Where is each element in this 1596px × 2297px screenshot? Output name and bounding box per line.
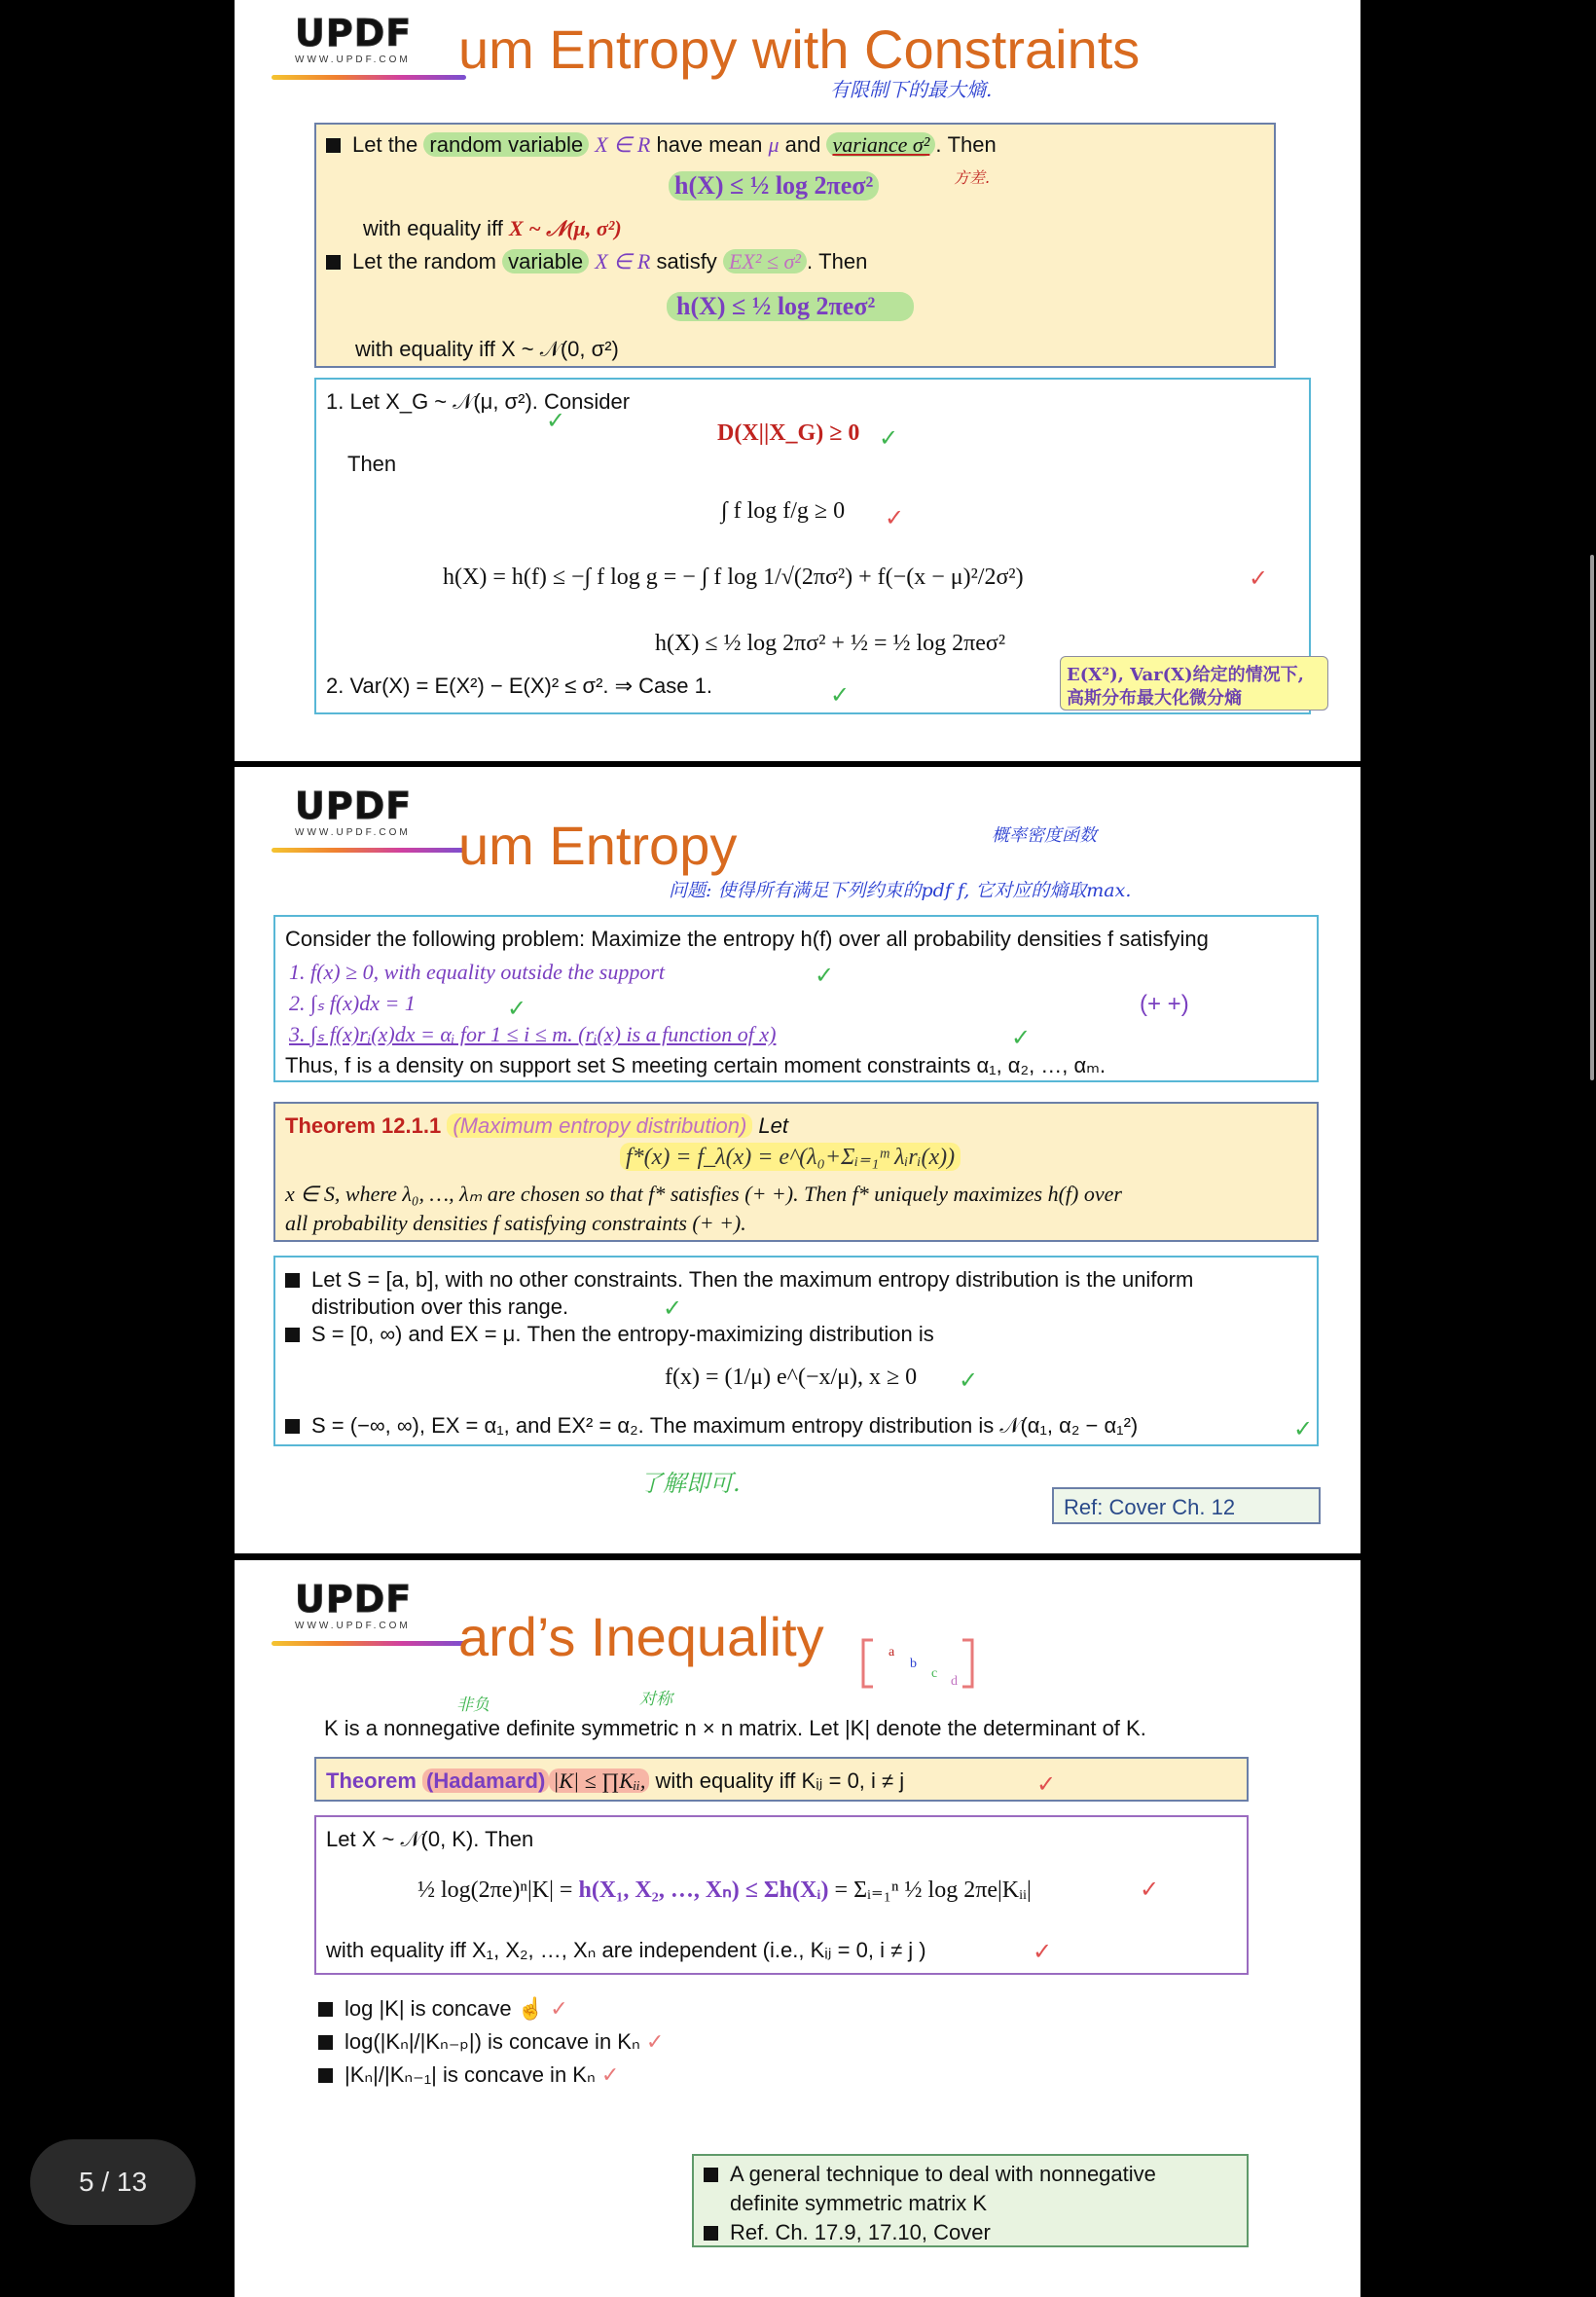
examples-box	[273, 1256, 1319, 1446]
equation-1: h(X) ≤ ½ log 2πeσ²	[669, 171, 879, 201]
matrix-sketch	[859, 1634, 976, 1693]
check-mark: ✓	[663, 1295, 683, 1322]
proof-condition: with equality iff X₁, X₂, …, Xₙ are independent (i.e., Kᵢⱼ = 0, i ≠ j )	[326, 1938, 926, 1962]
entropy-derivation: h(X) = h(f) ≤ −∫ f log g = − ∫ f log 1/√(2πσ²) + f(−(x − μ)²/2σ²)	[443, 565, 1024, 590]
theorem-body: x ∈ S, where λ₀, …, λₘ are chosen so that f* satisfies (+ +). Then f* uniquely maximizes h(f) over	[285, 1182, 1122, 1206]
slide-2	[235, 767, 1360, 1553]
check-mark: ✓	[1033, 1939, 1053, 1965]
proof-let: Let X ~ 𝒩(0, K). Then	[326, 1827, 534, 1851]
technique-box: A general technique to deal with nonnegative definite symmetric matrix K Ref. Ch. 17.9, 17.10, Cover	[692, 2154, 1249, 2247]
check-mark: ✓	[1293, 1416, 1314, 1442]
theorem-box: Theorem (Hadamard) |K| ≤ ∏Kᵢᵢ, with equality iff Kᵢⱼ = 0, i ≠ j ✓	[314, 1757, 1249, 1802]
logo-url: WWW.UPDF.COM	[295, 55, 411, 65]
constraint-tag: (+ +)	[1140, 991, 1189, 1017]
equation-2: h(X) ≤ ½ log 2πeσ²	[667, 292, 914, 321]
check-mark: ✓	[959, 1367, 979, 1394]
proof-box	[314, 1815, 1249, 1975]
example-1: Let S = [a, b], with no other constraints. Then the maximum entropy distribution is the uniform	[285, 1267, 1193, 1293]
handwritten-note: 概率密度函数	[992, 825, 1097, 846]
property-3: |Kₙ|/|Kₙ₋₁| is concave in Kₙ ✓	[318, 2062, 619, 2088]
check-mark: ✓	[546, 408, 566, 434]
check-mark: ✓	[885, 505, 905, 531]
slide-title: um Entropy	[458, 815, 738, 876]
svg-text:c: c	[931, 1666, 938, 1681]
example-1-cont: distribution over this range.	[311, 1294, 569, 1319]
slide-1	[235, 0, 1360, 761]
reference-box: Ref: Cover Ch. 12	[1052, 1487, 1321, 1524]
updf-logo	[252, 6, 461, 82]
handwritten-note: 对称	[639, 1690, 672, 1709]
scrollbar[interactable]	[1590, 555, 1594, 1080]
updf-logo: UPDF WWW.UPDF.COM	[252, 1572, 461, 1648]
exponential-pdf: f(x) = (1/μ) e^(−x/μ), x ≥ 0	[665, 1365, 918, 1390]
then-label: Then	[347, 452, 397, 476]
proof-box	[314, 378, 1311, 714]
thus-statement: Thus, f is a density on support set S meeting certain moment constraints α₁, α₂, …, αₘ.	[285, 1053, 1106, 1077]
equality-cond-2: with equality iff X ~ 𝒩(0, σ²)	[355, 337, 619, 361]
annotation-box: E(X²), Var(X)给定的情况下, 高斯分布最大化微分熵	[1060, 656, 1328, 711]
svg-text:b: b	[910, 1657, 917, 1671]
constraint-3: 3. ∫ₛ f(x)rᵢ(x)dx = αᵢ for 1 ≤ i ≤ m. (rᵢ(x) is a function of x)	[289, 1022, 777, 1046]
integral-ineq: ∫ f log f/g ≥ 0	[721, 498, 846, 524]
entropy-bound: h(X) ≤ ½ log 2πσ² + ½ = ½ log 2πeσ²	[655, 631, 1006, 656]
check-mark: ✓	[1140, 1877, 1160, 1903]
check-mark: ✓	[1011, 1025, 1032, 1051]
check-mark: ✓	[830, 682, 851, 709]
constraint-2: 2. ∫ₛ f(x)dx = 1	[289, 991, 416, 1015]
proof-equation: ½ log(2πe)ⁿ|K| = h(X₁, X₂, …, Xₙ) ≤ Σh(Xᵢ) = Σᵢ₌₁ⁿ ½ log 2πe|Kᵢᵢ|	[417, 1878, 1032, 1903]
check-mark: ✓	[815, 963, 835, 989]
bullet-2: Let the random variable X ∈ R satisfy EX² ≤ σ² . Then	[326, 249, 867, 274]
updf-logo: UPDF WWW.UPDF.COM	[252, 779, 461, 855]
slide-3	[235, 1560, 1360, 2297]
equality-cond-1: with equality iff X ~ 𝒩(μ, σ²)	[363, 216, 622, 240]
constraint-box: Let the random variable X ∈ R have mean μ and variance σ² . Then 方差. h(X) ≤ ½ log 2πeσ² with equality iff X ~ 𝒩(μ, σ²) Let the random variable X ∈ R satisfy EX² ≤ σ² . Then h(X) ≤ ½ log 2πeσ² with equality iff X ~ 𝒩(0, σ²)	[314, 123, 1276, 368]
check-mark: ✓	[1036, 1771, 1057, 1798]
logo-word: UPDF	[295, 12, 413, 55]
problem-box	[273, 915, 1319, 1082]
theorem-box	[273, 1102, 1319, 1242]
proof-step-1: 1. Let X_G ~ 𝒩(μ, σ²). Consider	[326, 389, 631, 414]
example-2: S = [0, ∞) and EX = μ. Then the entropy-maximizing distribution is	[285, 1322, 934, 1347]
check-mark: ✓	[507, 996, 527, 1022]
slide-title: ard’s Inequality	[458, 1606, 824, 1667]
intro-text: K is a nonnegative definite symmetric n × n matrix. Let |K| denote the determinant of K.	[324, 1716, 1146, 1740]
svg-text:d: d	[951, 1674, 958, 1689]
proof-step-2: 2. Var(X) = E(X²) − E(X)² ≤ σ². ⇒ Case 1.	[326, 674, 712, 698]
handwritten-note: 了解即可.	[639, 1470, 741, 1497]
problem-statement: Consider the following problem: Maximize the entropy h(f) over all probability densities f satisfying	[285, 927, 1209, 951]
svg-text:a: a	[889, 1645, 895, 1659]
check-mark: ✓	[879, 425, 899, 452]
handwritten-note: 问题: 使得所有满足下列约束的pdf f, 它对应的熵取max.	[669, 880, 1132, 901]
kl-divergence: D(X||X_G) ≥ 0	[717, 420, 860, 446]
theorem-header: Theorem 12.1.1 (Maximum entropy distribution) Let	[285, 1113, 789, 1138]
property-1: log |K| is concave ☝ ✓	[318, 1996, 568, 2022]
example-3: S = (−∞, ∞), EX = α₁, and EX² = α₂. The maximum entropy distribution is 𝒩(α₁, α₂ − α₁²)	[285, 1413, 1138, 1439]
bullet-1: Let the random variable X ∈ R have mean μ and variance σ² . Then	[326, 132, 997, 158]
handwritten-note: 有限制下的最大熵.	[830, 78, 993, 101]
property-2: log(|Kₙ|/|Kₙ₋ₚ|) is concave in Kₙ ✓	[318, 2029, 664, 2055]
constraint-1: 1. f(x) ≥ 0, with equality outside the support	[289, 960, 666, 984]
theorem-body: all probability densities f satisfying constraints (+ +).	[285, 1211, 746, 1235]
page-indicator[interactable]: 5 / 13	[30, 2139, 196, 2225]
handwritten-note: 非负	[456, 1695, 490, 1715]
check-mark: ✓	[1249, 565, 1269, 592]
slide-title: um Entropy with Constraints	[458, 18, 1141, 80]
theorem-equation: f*(x) = f_λ(x) = e^(λ₀+Σᵢ₌₁ᵐ λᵢrᵢ(x))	[620, 1143, 961, 1171]
